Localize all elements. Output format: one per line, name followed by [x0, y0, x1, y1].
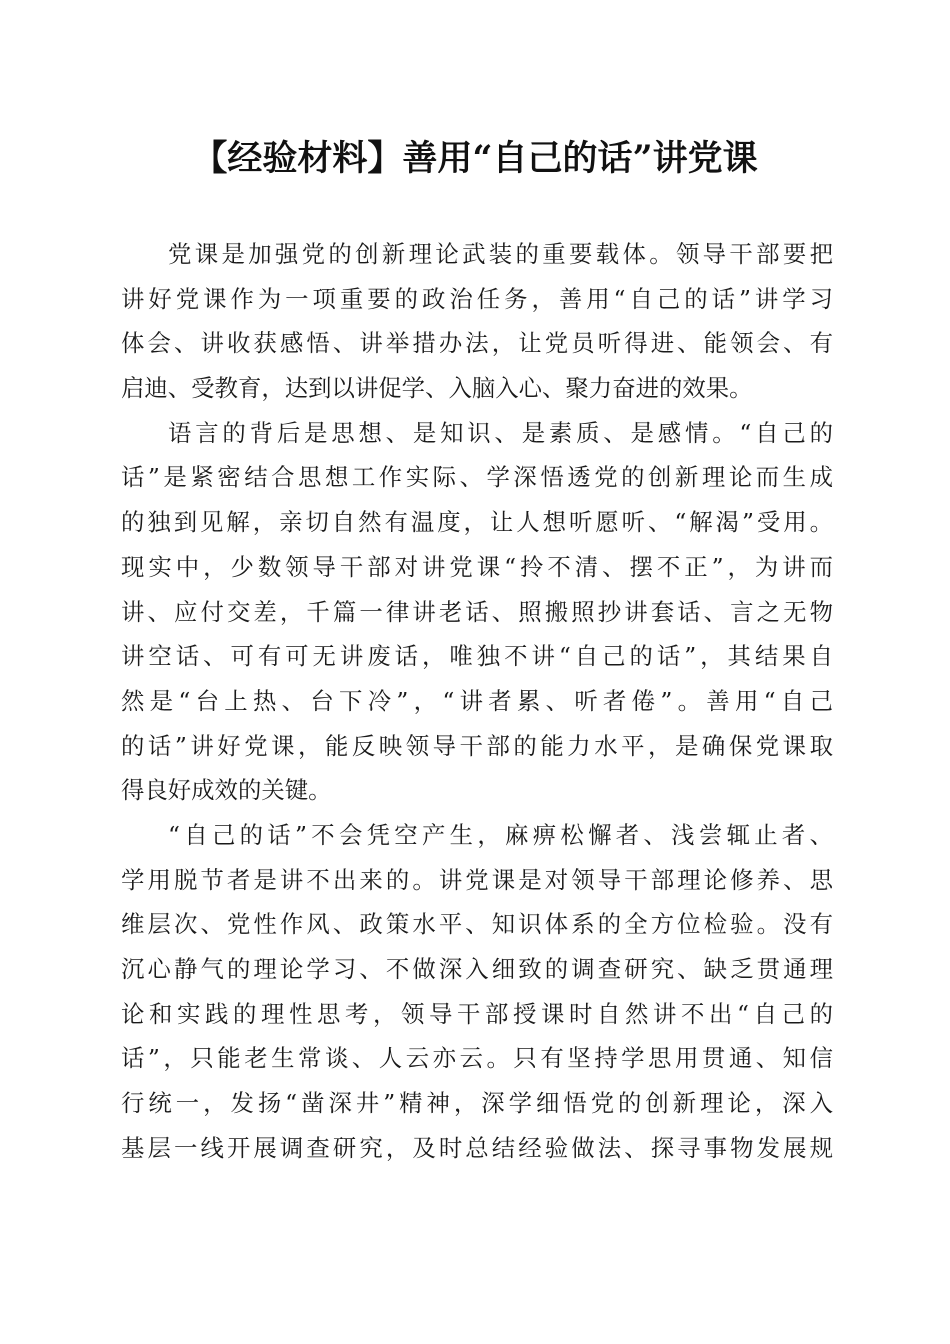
text-line: 维层次、党性作风、政策水平、知识体系的全方位检验。没有: [121, 910, 833, 939]
paragraph-1: [121, 232, 833, 411]
paragraph-3: [121, 813, 833, 1171]
text-line: 行统一，发扬“凿深井”精神，深学细悟党的创新理论，深入: [121, 1089, 833, 1118]
text-line: 的话”讲好党课，能反映领导干部的能力水平，是确保党课取: [121, 731, 833, 760]
text-line: 话”，只能老生常谈、人云亦云。只有坚持学思用贯通、知信: [121, 1044, 833, 1073]
text-line: “自己的话”不会凭空产生，麻痹松懈者、浅尝辄止者、: [168, 820, 833, 849]
text-line: 沉心静气的理论学习、不做深入细致的调查研究、缺乏贯通理: [121, 955, 833, 983]
text-line: 讲好党课作为一项重要的政治任务，善用“自己的话”讲学习: [121, 284, 833, 313]
document-body: [121, 232, 833, 1170]
text-line: 的独到见解，亲切自然有温度，让人想听愿听、“解渴”受用。: [121, 508, 833, 537]
text-line: 体会、讲收获感悟、讲举措办法，让党员听得进、能领会、有: [121, 329, 833, 358]
text-line: 得良好成效的关键。: [121, 776, 332, 805]
text-line: 讲、应付交差，千篇一律讲老话、照搬照抄讲套话、言之无物: [121, 597, 833, 626]
text-line: 学用脱节者是讲不出来的。讲党课是对领导干部理论修养、思: [121, 865, 833, 894]
text-line: 基层一线开展调查研究，及时总结经验做法、探寻事物发展规: [121, 1133, 833, 1162]
text-line: 论和实践的理性思考，领导干部授课时自然讲不出“自己的: [121, 999, 833, 1028]
text-line: 语言的背后是思想、是知识、是素质、是感情。“自己的: [168, 418, 833, 447]
text-line: 然是“台上热、台下冷”，“讲者累、听者倦”。善用“自己: [121, 686, 833, 715]
text-line: 启迪、受教育，达到以讲促学、入脑入心、聚力奋进的效果。: [121, 374, 753, 403]
paragraph-2: [121, 411, 833, 813]
document-title: 【经验材料】善用“自己的话”讲党课: [192, 138, 758, 179]
text-line: 现实中，少数领导干部对讲党课“拎不清、摆不正”，为讲而: [121, 552, 833, 581]
text-line: 党课是加强党的创新理论武装的重要载体。领导干部要把: [168, 240, 833, 268]
text-line: 讲空话、可有可无讲废话，唯独不讲“自己的话”，其结果自: [121, 642, 833, 671]
text-line: 话”是紧密结合思想工作实际、学深悟透党的创新理论而生成: [121, 463, 833, 492]
